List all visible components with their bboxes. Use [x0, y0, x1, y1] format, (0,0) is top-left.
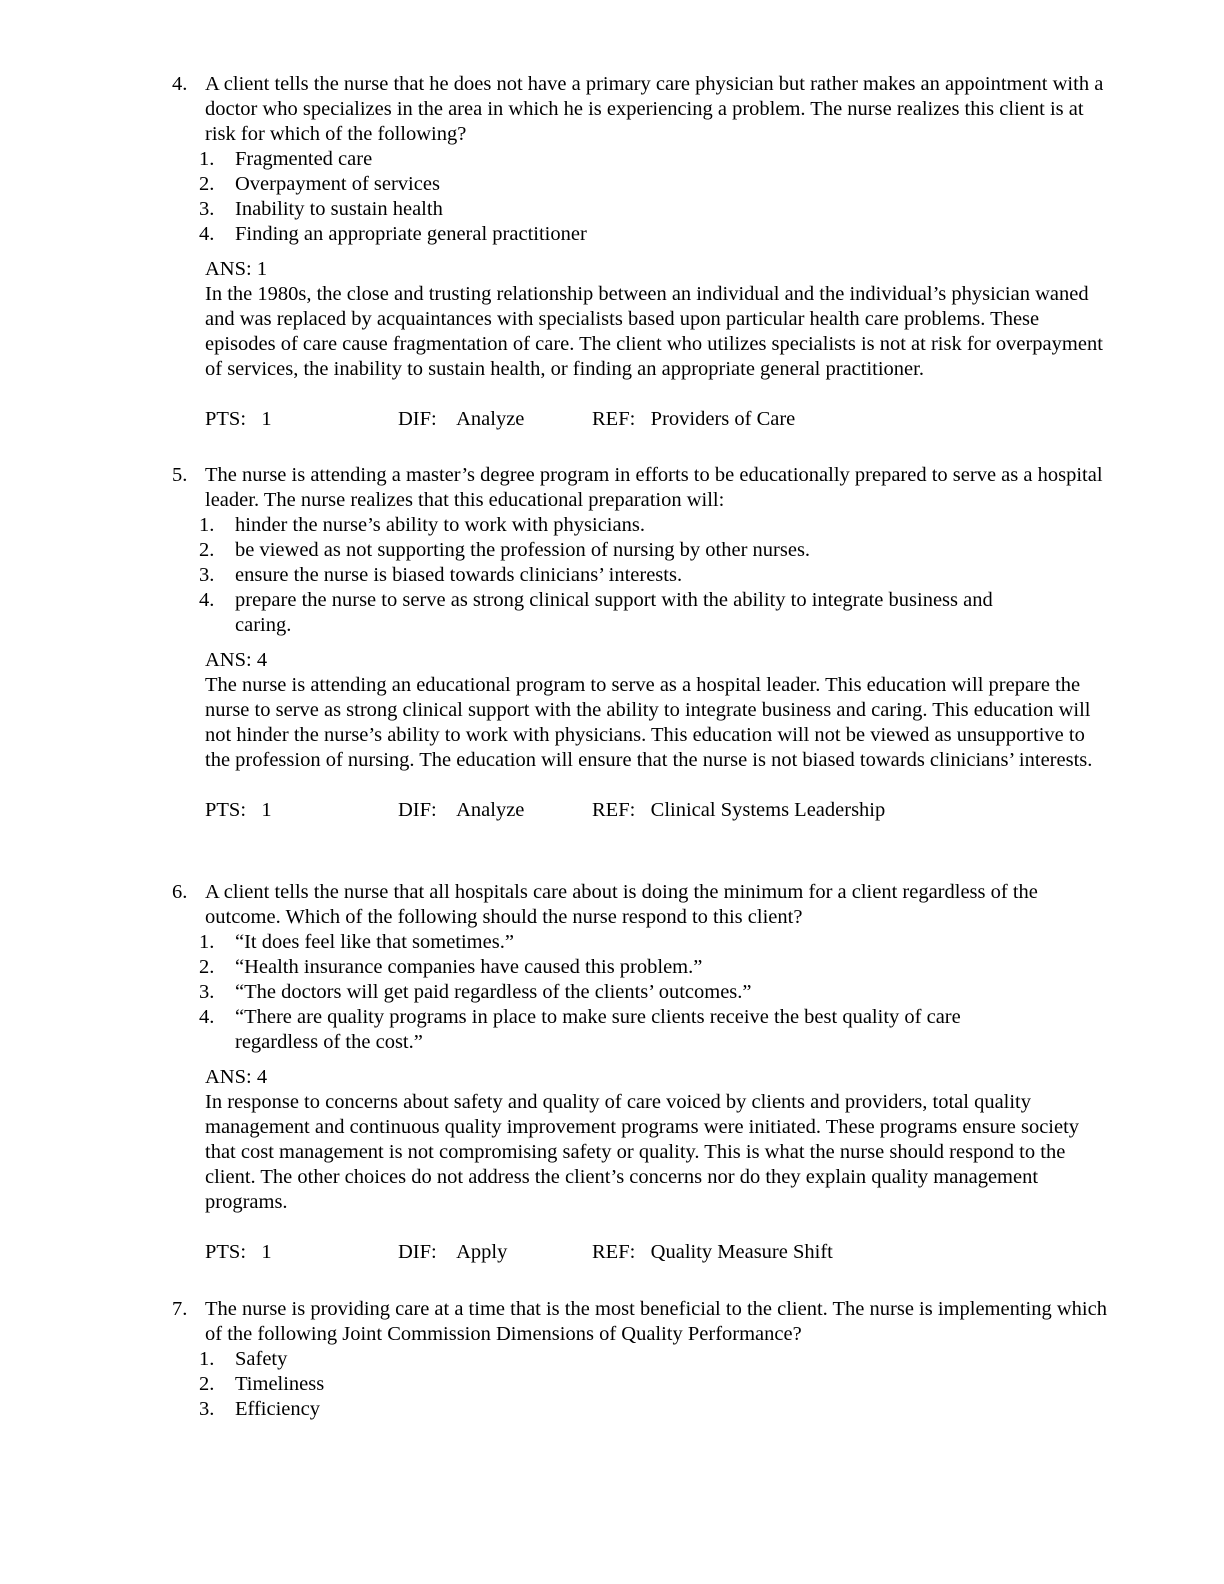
choice-number: 1. [199, 1348, 215, 1370]
choice-number: 2. [199, 539, 215, 561]
question-7 [172, 1297, 1112, 1422]
choice-text: hinder the nurse’s ability to work with physicians. [235, 514, 645, 536]
answer-key: ANS: 4 [205, 1066, 268, 1088]
choice-text: “Health insurance companies have caused this problem.” [235, 956, 703, 978]
reference: REF: Providers of Care [592, 408, 796, 430]
choice-number: 2. [199, 956, 215, 978]
choice-text: Inability to sustain health [235, 198, 443, 220]
choice-item [199, 1372, 1112, 1397]
choice-item [199, 172, 1112, 197]
choice-text: Safety [235, 1348, 288, 1370]
choice-number: 3. [199, 564, 215, 586]
choice-list [199, 513, 1112, 638]
question-stem: The nurse is providing care at a time that is the most beneficial to the client. The nurse is implementing which of the following Joint Commission Dimensions of Quality Performance? [205, 1298, 1107, 1345]
question-number: 5. [172, 464, 188, 486]
choice-list [199, 147, 1112, 247]
question-number: 6. [172, 881, 188, 903]
choice-item [199, 222, 1112, 247]
choice-item [199, 1347, 1112, 1372]
choice-text: Efficiency [235, 1398, 320, 1420]
choice-text: Finding an appropriate general practitioner [235, 223, 587, 245]
choice-number: 3. [199, 1398, 215, 1420]
question-stem: The nurse is attending a master’s degree program in efforts to be educationally prepared to serve as a hospital leader. The nurse realizes that this educational preparation will: [205, 464, 1103, 511]
question-meta [205, 1240, 1112, 1265]
choice-item [199, 197, 1112, 222]
choice-number: 4. [199, 589, 215, 611]
reference: REF: Clinical Systems Leadership [592, 799, 886, 821]
rationale: The nurse is attending an educational program to serve as a hospital leader. This education will prepare the nurse to serve as strong clinical support with the ability to integrate business and caring. This education will not hinder the nurse’s ability to work with physicians. This education will not be viewed as unsupportive to the profession of nursing. The education will ensure that the nurse is not biased towards clinicians’ interests. [205, 674, 1093, 771]
choice-text: Timeliness [235, 1373, 325, 1395]
question-number: 4. [172, 73, 188, 95]
answer-key: ANS: 4 [205, 649, 268, 671]
choice-text: Overpayment of services [235, 173, 440, 195]
question-meta [205, 798, 1112, 823]
choice-text: “The doctors will get paid regardless of the clients’ outcomes.” [235, 981, 752, 1003]
choice-text: prepare the nurse to serve as strong clinical support with the ability to integrate business and caring. [235, 589, 993, 636]
choice-number: 1. [199, 931, 215, 953]
choice-list [199, 1347, 1112, 1422]
choice-item [199, 955, 1112, 980]
difficulty: DIF: Apply [398, 1241, 508, 1263]
question-4 [172, 72, 1112, 432]
choice-text: ensure the nurse is biased towards clinicians’ interests. [235, 564, 683, 586]
choice-number: 2. [199, 1373, 215, 1395]
choice-number: 4. [199, 223, 215, 245]
choice-number: 4. [199, 1006, 215, 1028]
difficulty: DIF: Analyze [398, 799, 525, 821]
choice-text: “There are quality programs in place to make sure clients receive the best quality of care regardless of the cost.” [235, 1006, 961, 1053]
choice-item [199, 513, 1112, 538]
answer-key: ANS: 1 [205, 258, 268, 280]
difficulty: DIF: Analyze [398, 408, 525, 430]
choice-number: 1. [199, 148, 215, 170]
choice-number: 1. [199, 514, 215, 536]
choice-number: 2. [199, 173, 215, 195]
choice-item [199, 980, 1112, 1005]
choice-list [199, 930, 1112, 1055]
choice-item [199, 563, 1112, 588]
points: PTS: 1 [205, 1241, 272, 1263]
choice-item [199, 147, 1112, 172]
choice-item [199, 1397, 1112, 1422]
choice-text: be viewed as not supporting the profession of nursing by other nurses. [235, 539, 811, 561]
question-stem: A client tells the nurse that all hospitals care about is doing the minimum for a client regardless of the outcome. Which of the following should the nurse respond to this client? [205, 881, 1038, 928]
choice-item [199, 538, 1112, 563]
question-number: 7. [172, 1298, 188, 1320]
choice-number: 3. [199, 198, 215, 220]
reference: REF: Quality Measure Shift [592, 1241, 833, 1263]
choice-number: 3. [199, 981, 215, 1003]
rationale: In response to concerns about safety and quality of care voiced by clients and providers, total quality management and continuous quality improvement programs were initiated. These programs ensure society that cost management is not compromising safety or quality. This is what the nurse should respond to the client. The other choices do not address the client’s concerns nor do they explain quality management programs. [205, 1091, 1080, 1213]
rationale: In the 1980s, the close and trusting relationship between an individual and the individual’s physician waned and was replaced by acquaintances with specialists based upon particular health care problems. These episodes of care cause fragmentation of care. The client who utilizes specialists is not at risk for overpayment of services, the inability to sustain health, or finding an appropriate general practitioner. [205, 283, 1103, 380]
question-meta [205, 407, 1112, 432]
choice-text: “It does feel like that sometimes.” [235, 931, 514, 953]
choice-item [199, 588, 1112, 638]
question-stem-row [172, 72, 1112, 147]
question-stem-row [172, 1297, 1112, 1347]
choice-item [199, 930, 1112, 955]
question-stem: A client tells the nurse that he does not have a primary care physician but rather makes an appointment with a doctor who specializes in the area in which he is experiencing a problem. The nurse realizes this client is at risk for which of the following? [205, 73, 1104, 145]
question-5 [172, 463, 1112, 823]
question-6 [172, 880, 1112, 1265]
choice-text: Fragmented care [235, 148, 373, 170]
question-stem-row [172, 880, 1112, 930]
points: PTS: 1 [205, 799, 272, 821]
question-stem-row [172, 463, 1112, 513]
points: PTS: 1 [205, 408, 272, 430]
choice-item [199, 1005, 1112, 1055]
